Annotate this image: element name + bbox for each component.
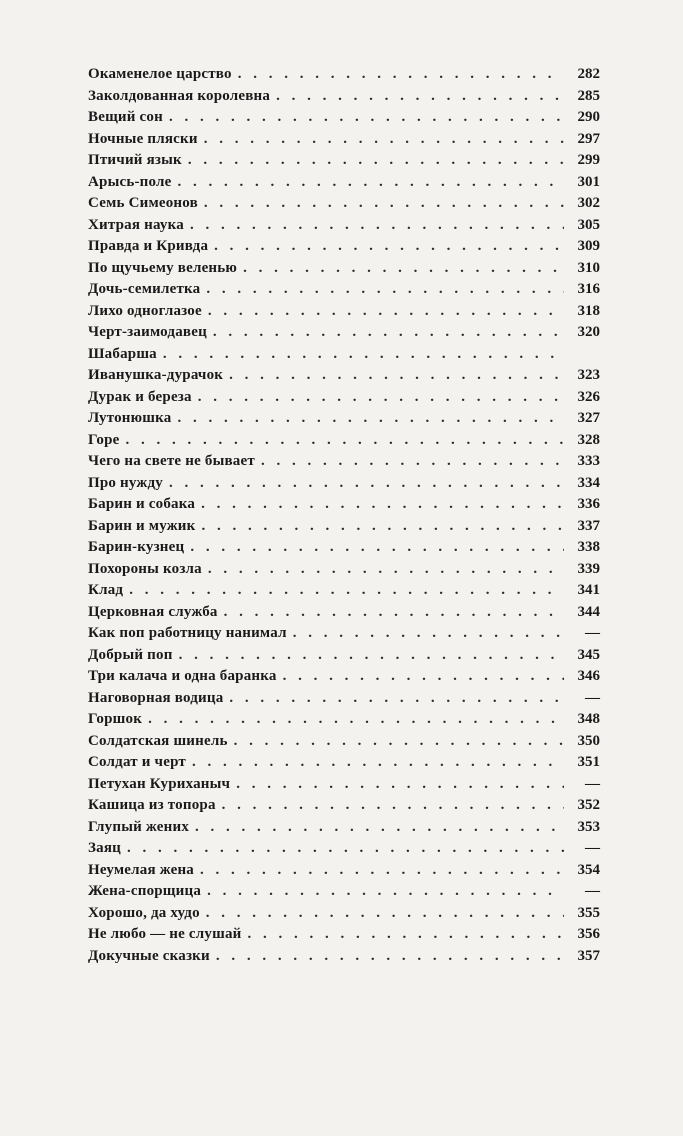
toc-entry-title: Кашица из топора: [88, 797, 216, 813]
toc-entry-title: Семь Симеонов: [88, 195, 198, 211]
dot-leader: [204, 193, 564, 215]
toc-entry: [88, 408, 600, 430]
toc-entry-title: Заяц: [88, 840, 121, 856]
toc-entry-title: Глупый жених: [88, 818, 190, 835]
dot-leader: [229, 365, 564, 387]
toc-entry-page: 299: [577, 152, 600, 168]
toc-entry: [88, 387, 600, 409]
toc-entry: [88, 365, 600, 387]
dot-leader: [234, 731, 564, 753]
dot-leader: [190, 537, 564, 559]
toc-entry-page: 346: [577, 668, 600, 684]
toc-entry-title: Иванушка-дурачок: [88, 367, 224, 383]
toc-entry-page: 350: [577, 732, 600, 749]
toc-entry-title: Правда и Кривда: [88, 238, 209, 254]
toc-entry-title: Барин-кузнец: [88, 539, 185, 555]
toc-entry-page: 351: [577, 754, 600, 770]
toc-entry: [88, 580, 600, 602]
toc-entry-page: 309: [577, 238, 600, 254]
toc-entry-page: 310: [577, 259, 600, 276]
toc-entry-title: Вещий сон: [88, 109, 163, 125]
toc-entry-page: 336: [577, 496, 600, 512]
toc-entry: [88, 322, 600, 344]
toc-entry-title: Заколдованная королевна: [88, 87, 271, 104]
toc-entry-title: Барин и собака: [88, 496, 196, 512]
toc-entry-page: 341: [577, 582, 600, 598]
toc-entry: [88, 795, 600, 817]
dot-leader: [201, 494, 564, 516]
toc-entry-title: Черт-заимодавец: [88, 324, 207, 340]
toc-entry-page: 316: [577, 281, 600, 297]
toc-entry-page: 320: [577, 324, 600, 340]
toc-entry: [88, 752, 600, 774]
dot-leader: [216, 946, 564, 968]
toc-entry-title: Солдат и черт: [88, 754, 186, 770]
toc-entry: [88, 494, 600, 516]
toc-entry-page: 333: [577, 453, 600, 469]
toc-entry-title: Церковная служба: [88, 603, 218, 620]
toc-entry: [88, 236, 600, 258]
toc-entry: [88, 107, 600, 129]
dot-leader: [190, 215, 564, 237]
dot-leader: [200, 860, 564, 882]
dot-leader: [204, 129, 564, 151]
dot-leader: [243, 258, 564, 280]
toc-entry: [88, 623, 600, 645]
toc-entry-page: 354: [577, 861, 600, 878]
dot-leader: [213, 322, 564, 344]
toc-entry: [88, 817, 600, 839]
toc-entry-page: 352: [577, 797, 600, 813]
toc-entry-page: 302: [577, 195, 600, 211]
toc-entry-title: Дурак и береза: [88, 388, 192, 405]
toc-entry-page: 305: [577, 216, 600, 233]
toc-entry: [88, 129, 600, 151]
toc-entry-page: 323: [577, 367, 600, 383]
dot-leader: [177, 408, 564, 430]
toc-entry-title: Про нужду: [88, 474, 163, 491]
dot-leader: [195, 817, 564, 839]
toc-entry-page: 327: [577, 410, 600, 426]
toc-entry: [88, 946, 600, 968]
toc-entry-page: 353: [577, 818, 600, 835]
toc-entry-title: Добрый поп: [88, 646, 173, 663]
toc-entry: [88, 193, 600, 215]
dot-leader: [229, 688, 564, 710]
toc-entry-page: 301: [577, 173, 600, 190]
toc-entry: [88, 215, 600, 237]
dot-leader: [188, 150, 564, 172]
toc-entry-title: Птичий язык: [88, 152, 182, 168]
toc-entry-title: Барин и мужик: [88, 517, 196, 534]
toc-entry-title: Шабарша: [88, 345, 157, 362]
toc-entry-page: 355: [577, 904, 600, 921]
dot-leader: [207, 881, 564, 903]
toc-entry-title: Как поп работницу нанимал: [88, 625, 287, 641]
dot-leader: [192, 752, 564, 774]
toc-entry-page: 318: [577, 302, 600, 319]
toc-entry: [88, 645, 600, 667]
toc-entry-title: Горе: [88, 431, 120, 448]
toc-entry-title: Не любо — не слушай: [88, 926, 242, 942]
toc-entry-page: 337: [577, 517, 600, 534]
dot-leader: [129, 580, 564, 602]
toc-entry: [88, 86, 600, 108]
toc-entry: [88, 64, 600, 86]
dot-leader: [126, 430, 564, 452]
toc-entry-page: 348: [577, 711, 600, 727]
toc-entry-page: —: [585, 883, 600, 899]
dot-leader: [178, 172, 565, 194]
toc-entry: [88, 688, 600, 710]
dot-leader: [238, 64, 564, 86]
toc-entry: [88, 774, 600, 796]
toc-entry-page: —: [585, 625, 600, 641]
dot-leader: [236, 774, 564, 796]
toc-entry-title: Три калача и одна баранка: [88, 668, 277, 684]
toc-entry-page: 285: [577, 87, 600, 104]
toc-entry-title: Докучные сказки: [88, 947, 210, 964]
toc-entry: [88, 344, 600, 366]
dot-leader: [148, 709, 564, 731]
toc-entry-title: Окаменелое царство: [88, 66, 232, 82]
dot-leader: [198, 387, 564, 409]
toc-entry-page: 338: [577, 539, 600, 555]
toc-entry-page: 357: [577, 947, 600, 964]
toc-entry: [88, 150, 600, 172]
toc-entry: [88, 279, 600, 301]
dot-leader: [179, 645, 564, 667]
toc-entry-page: 326: [577, 388, 600, 405]
toc-entry-title: По щучьему веленью: [88, 259, 238, 276]
toc-entry-page: —: [585, 689, 600, 706]
toc-entry: [88, 258, 600, 280]
toc-entry-page: 339: [577, 560, 600, 577]
toc-entry: [88, 838, 600, 860]
dot-leader: [224, 602, 564, 624]
dot-leader: [261, 451, 564, 473]
toc-entry: [88, 860, 600, 882]
toc-entry-page: 334: [577, 474, 600, 491]
dot-leader: [214, 236, 564, 258]
toc-entry-title: Хитрая наука: [88, 216, 184, 233]
toc-entry-title: Неумелая жена: [88, 861, 194, 878]
toc-entry-page: 282: [577, 66, 600, 82]
dot-leader: [222, 795, 564, 817]
toc-entry: [88, 473, 600, 495]
toc-entry: [88, 559, 600, 581]
toc-entry-title: Солдатская шинель: [88, 732, 228, 749]
toc-entry-title: Чего на свете не бывает: [88, 453, 255, 469]
toc-entry: [88, 430, 600, 452]
toc-entry-title: Похороны козла: [88, 560, 202, 577]
toc-entry-title: Горшок: [88, 711, 143, 727]
dot-leader: [163, 344, 564, 366]
dot-leader: [201, 516, 564, 538]
toc-entry: [88, 666, 600, 688]
toc-entry: [88, 516, 600, 538]
toc-entry-title: Жена-спорщица: [88, 883, 202, 899]
toc-entry-page: —: [585, 775, 600, 792]
table-of-contents: [88, 64, 600, 967]
toc-entry-page: 328: [577, 431, 600, 448]
toc-entry-page: 356: [577, 926, 600, 942]
toc-entry-title: Ночные пляски: [88, 130, 198, 147]
toc-entry: [88, 602, 600, 624]
toc-entry-page: 290: [577, 109, 600, 125]
toc-entry: [88, 451, 600, 473]
toc-entry: [88, 301, 600, 323]
dot-leader: [206, 279, 564, 301]
dot-leader: [248, 924, 565, 946]
dot-leader: [208, 559, 564, 581]
toc-entry-title: Лутонюшка: [88, 410, 172, 426]
toc-entry-title: Наговорная водица: [88, 689, 224, 706]
toc-entry-page: —: [585, 840, 600, 856]
toc-entry: [88, 172, 600, 194]
toc-entry: [88, 731, 600, 753]
toc-entry: [88, 709, 600, 731]
dot-leader: [169, 107, 564, 129]
toc-entry-page: 297: [577, 130, 600, 147]
dot-leader: [169, 473, 564, 495]
toc-entry-title: Лихо одноглазое: [88, 302, 202, 319]
toc-entry-page: 344: [577, 603, 600, 620]
toc-entry-page: 345: [577, 646, 600, 663]
toc-entry-title: Клад: [88, 582, 124, 598]
dot-leader: [206, 903, 564, 925]
dot-leader: [127, 838, 564, 860]
toc-entry-title: Дочь-семилетка: [88, 281, 201, 297]
toc-entry-title: Петухан Куриханыч: [88, 775, 231, 792]
toc-entry: [88, 924, 600, 946]
toc-entry: [88, 903, 600, 925]
toc-entry-title: Арысь-поле: [88, 173, 172, 190]
toc-entry: [88, 881, 600, 903]
dot-leader: [276, 86, 564, 108]
dot-leader: [293, 623, 564, 645]
dot-leader: [283, 666, 564, 688]
toc-entry: [88, 537, 600, 559]
dot-leader: [208, 301, 564, 323]
toc-entry-title: Хорошо, да худо: [88, 904, 200, 921]
